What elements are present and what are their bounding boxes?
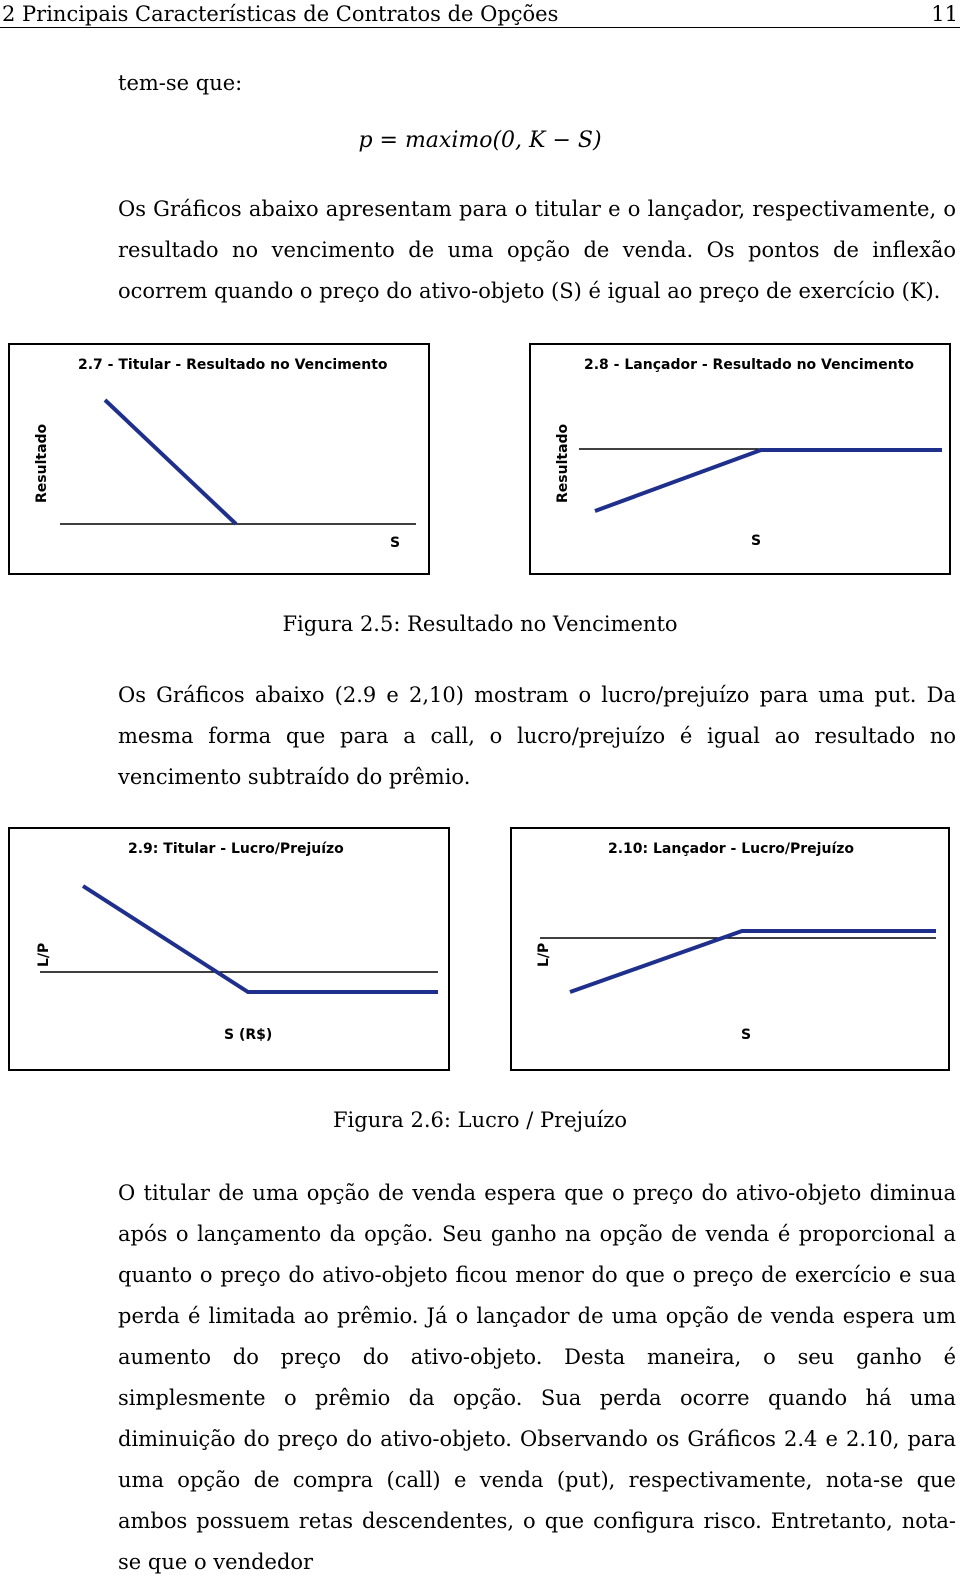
- x-axis-label: S (R$): [224, 1027, 273, 1043]
- y-axis-label: L/P: [36, 942, 52, 967]
- chart-2-9: [8, 827, 450, 1071]
- chart-2-10: [510, 827, 950, 1071]
- chart-title: 2.8 - Lançador - Resultado no Vencimento: [584, 357, 915, 373]
- paragraph-2: Os Gráficos abaixo (2.9 e 2,10) mostram o lucro/prejuízo para uma put. Da mesma forma que para a call, o lucro/prejuízo é igual ao resultado no vencimento subtraído do prêmio.: [118, 683, 956, 789]
- chart-frame: [9, 344, 429, 574]
- chart-title: 2.10: Lançador - Lucro/Prejuízo: [608, 841, 855, 857]
- intro-text: tem-se que:: [118, 71, 243, 95]
- figure-caption-2-6: Figura 2.6: Lucro / Prejuízo: [332, 1108, 628, 1132]
- paragraph-1: Os Gráficos abaixo apresentam para o titular e o lançador, respectivamente, o resultado no vencimento de uma opção de venda. Os pontos de inflexão ocorrem quando o preço do ativo-objeto (S) é igual ao preço de exercício (K).: [118, 197, 956, 303]
- chart-frame: [511, 828, 949, 1070]
- x-axis-label: S: [751, 533, 762, 549]
- chart-2-7: [8, 343, 430, 575]
- chart-2-8: [529, 343, 951, 575]
- formula: p = maximo(0, K − S): [358, 128, 602, 153]
- header-rule: [0, 27, 960, 28]
- page-header: [0, 0, 960, 30]
- chapter-title: 2 Principais Características de Contratos de Opções: [2, 2, 559, 26]
- x-axis-label: S: [390, 535, 401, 551]
- page-number: 11: [931, 2, 958, 26]
- y-axis-label: Resultado: [34, 423, 50, 503]
- x-axis-label: S: [741, 1027, 752, 1043]
- chart-title: 2.9: Titular - Lucro/Prejuízo: [128, 841, 344, 857]
- y-axis-label: Resultado: [555, 423, 571, 503]
- y-axis-label: L/P: [536, 942, 552, 967]
- figure-caption-2-5: Figura 2.5: Resultado no Vencimento: [282, 612, 678, 636]
- paragraph-3: O titular de uma opção de venda espera que o preço do ativo-objeto diminua após o lançamento da opção. Seu ganho na opção de venda é proporcional a quanto o preço do ativo-objeto ficou menor do que o preço de exercício e sua perda é limitada ao prêmio. Já o lançador de uma opção de venda espera um aumento do preço do ativo-objeto. Desta maneira, o seu ganho é simplesmente o prêmio da opção. Sua perda ocorre quando há uma diminuição do preço do ativo-objeto. Observando os Gráficos 2.4 e 2.10, para uma opção de compra (call) e venda (put), respectivamente, nota-se que ambos possuem retas descendentes, o que configura risco. Entretanto, nota-se que o vendedor: [118, 1181, 956, 1574]
- chart-title: 2.7 - Titular - Resultado no Vencimento: [78, 357, 388, 373]
